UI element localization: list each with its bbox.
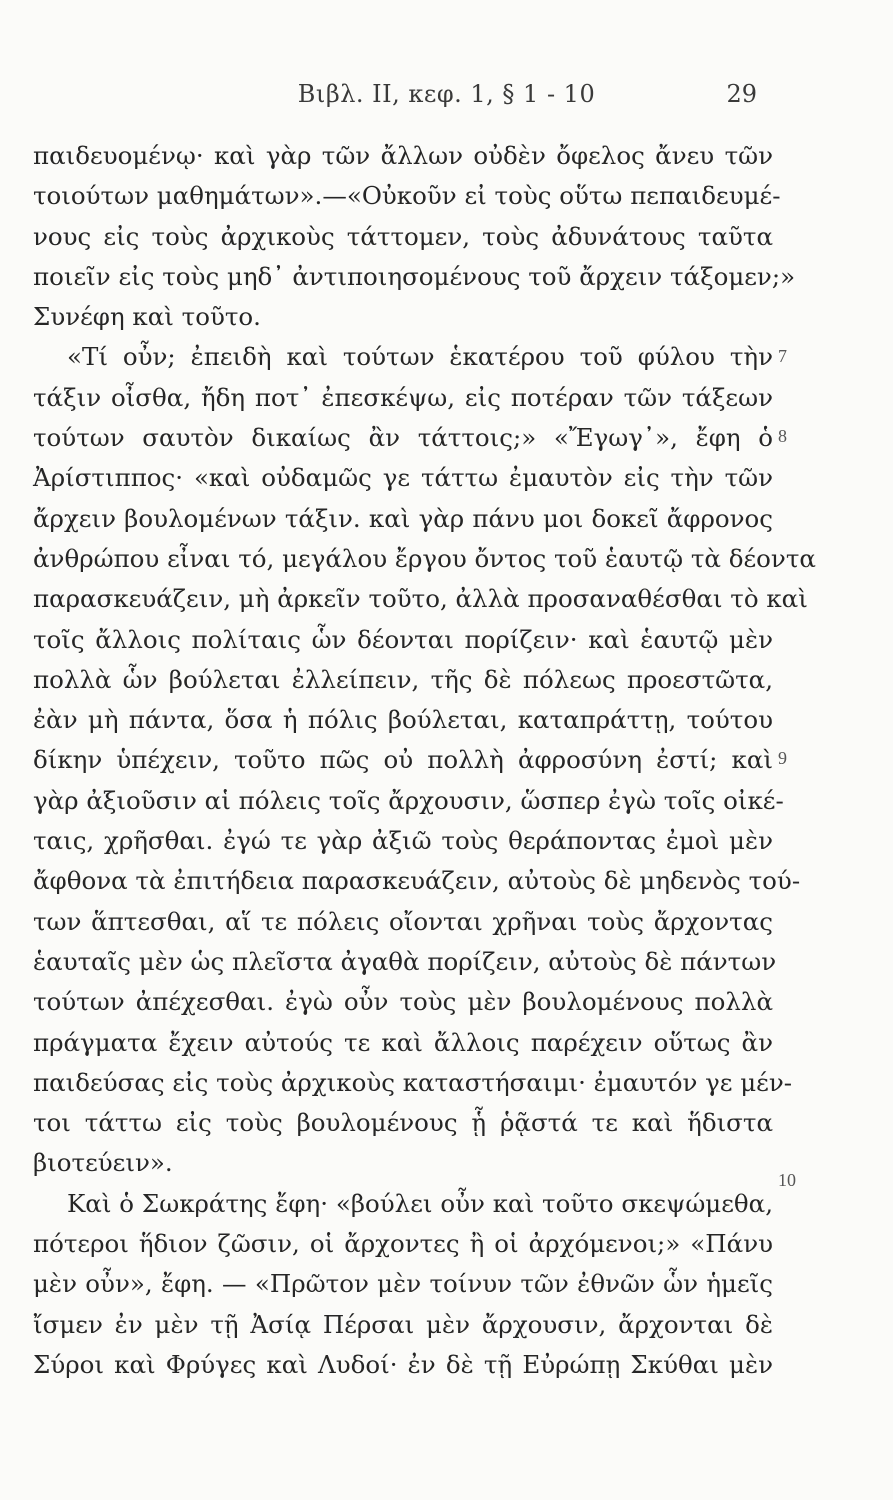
text-line: παιδεύσας εἰς τοὺς ἀρχικοὺς καταστήσαιμι· ἐμαυτόν γε μέν-	[33, 1067, 793, 1097]
text-line: τοιούτων μαθημάτων».—«Οὐκοῦν εἰ τοὺς οὕτω πεπαιδευμέ-	[33, 181, 781, 211]
text-line: ποιεῖν εἰς τοὺς μηδ᾽ ἀντιποιησομένους τοῦ ἄρχειν τάξομεν;»	[33, 261, 796, 291]
running-head	[0, 80, 893, 116]
text-line: τοι τάττω εἰς τοὺς βουλομένους ᾗ ῥᾷστά τε καὶ ἥδιστα	[33, 1108, 773, 1138]
margin-section-number: 9	[778, 748, 787, 768]
page-number: 29	[726, 80, 757, 108]
text-line: πολλὰ ὧν βούλεται ἐλλείπειν, τῆς δὲ πόλεως προεστῶτα,	[33, 664, 773, 694]
text-line: ἐὰν μὴ πάντα, ὅσα ἡ πόλις βούλεται, καταπράττῃ, τούτου	[33, 705, 773, 735]
text-line: Ἀρίστιππος· «καὶ οὐδαμῶς γε τάττω ἐμαυτὸν εἰς τὴν τῶν	[33, 463, 773, 493]
text-line: ἄρχειν βουλομένων τάξιν. καὶ γὰρ πάνυ μοι δοκεῖ ἄφρονος	[33, 503, 773, 533]
text-line: πράγματα ἔχειν αὐτούς τε καὶ ἄλλοις παρέχειν οὕτως ἂν	[33, 1027, 773, 1057]
text-line: Καὶ ὁ Σωκράτης ἔφη· «βούλει οὖν καὶ τοῦτο σκεψώμεθα,	[67, 1188, 773, 1218]
running-head-title: Βιβλ. ΙΙ, κεφ. 1, § 1 - 10	[297, 80, 596, 108]
text-line: τούτων σαυτὸν δικαίως ἂν τάττοις;» «Ἔγωγ᾽», ἔφη ὁ	[33, 423, 773, 453]
text-line: τούτων ἀπέχεσθαι. ἐγὼ οὖν τοὺς μὲν βουλομένους πολλὰ	[33, 987, 773, 1017]
margin-section-number: 7	[778, 346, 787, 366]
text-line: παιδευομένῳ· καὶ γὰρ τῶν ἄλλων οὐδὲν ὄφελος ἄνευ τῶν	[33, 141, 773, 170]
text-line: πότεροι ἥδιον ζῶσιν, οἱ ἄρχοντες ἢ οἱ ἀρχόμενοι;» «Πάνυ	[33, 1229, 773, 1259]
text-line: παρασκευάζειν, μὴ ἀρκεῖν τοῦτο, ἀλλὰ προσαναθέσθαι τὸ καὶ	[33, 584, 808, 614]
text-line: βιοτεύειν».	[33, 1148, 173, 1178]
text-line: νους εἰς τοὺς ἀρχικοὺς τάττομεν, τοὺς ἀδυνάτους ταῦτα	[33, 221, 773, 251]
text-line: των ἅπτεσθαι, αἵ τε πόλεις οἴονται χρῆναι τοὺς ἄρχοντας	[33, 906, 773, 936]
text-line: ἄφθονα τὰ ἐπιτήδεια παρασκευάζειν, αὐτοὺς δὲ μηδενὸς τού-	[33, 866, 801, 896]
text-line: ταις, χρῆσθαι. ἐγώ τε γὰρ ἀξιῶ τοὺς θεράποντας ἐμοὶ μὲν	[33, 826, 773, 856]
text-line: μὲν οὖν», ἔφη. — «Πρῶτον μὲν τοίνυν τῶν ἐθνῶν ὧν ἡμεῖς	[33, 1269, 773, 1299]
text-line: ἴσμεν ἐν μὲν τῇ Ἀσίᾳ Πέρσαι μὲν ἄρχουσιν, ἄρχονται δὲ	[33, 1309, 773, 1339]
text-line: Σύροι καὶ Φρύγες καὶ Λυδοί· ἐν δὲ τῇ Εὐρώπῃ Σκύθαι μὲν	[33, 1349, 773, 1379]
text-line: Συνέφη καὶ τοῦτο.	[33, 302, 261, 332]
text-line: «Τί οὖν; ἐπειδὴ καὶ τούτων ἑκατέρου τοῦ φύλου τὴν	[67, 342, 773, 372]
text-line: δίκην ὑπέχειν, τοῦτο πῶς οὐ πολλὴ ἀφροσύνη ἐστί; καὶ	[33, 745, 773, 775]
text-line: γὰρ ἀξιοῦσιν αἱ πόλεις τοῖς ἄρχουσιν, ὥσπερ ἐγὼ τοῖς οἰκέ-	[33, 785, 784, 815]
text-line: ἀνθρώπου εἶναι τό, μεγάλου ἔργου ὄντος τοῦ ἑαυτῷ τὰ δέοντα	[33, 543, 816, 573]
text-line: τάξιν οἶσθα, ἤδη ποτ᾽ ἐπεσκέψω, εἰς ποτέραν τῶν τάξεων	[33, 382, 773, 412]
margin-section-number: 8	[778, 426, 787, 446]
text-line: τοῖς ἄλλοις πολίταις ὧν δέονται πορίζειν· καὶ ἑαυτῷ μὲν	[33, 624, 773, 654]
text-line: ἑαυταῖς μὲν ὡς πλεῖστα ἀγαθὰ πορίζειν, αὐτοὺς δὲ πάντων	[33, 946, 777, 976]
margin-section-number: 10	[778, 1170, 796, 1190]
